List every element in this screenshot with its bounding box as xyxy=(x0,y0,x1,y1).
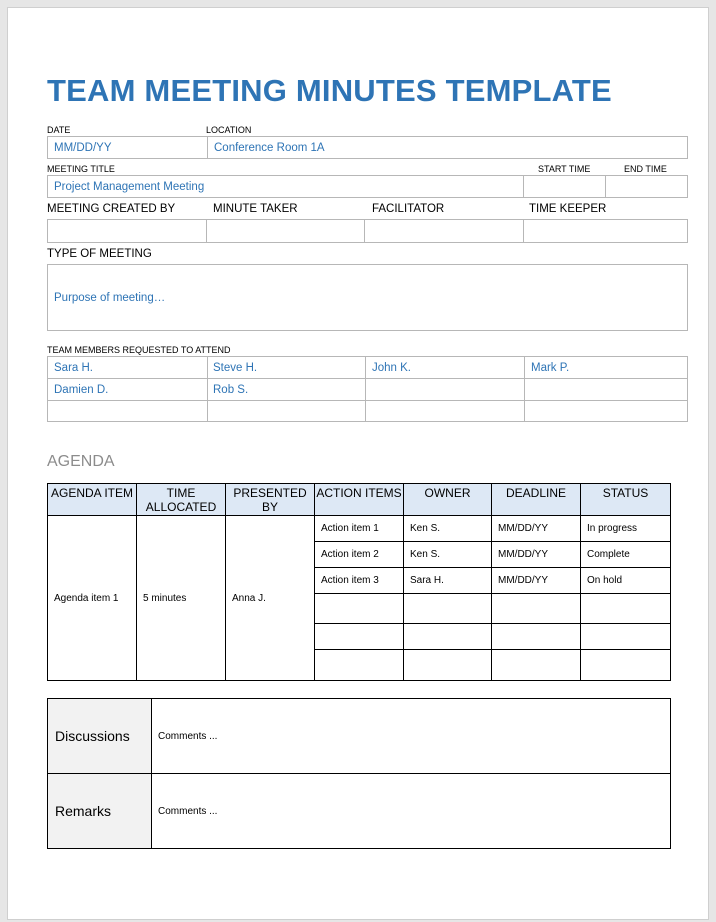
meeting-title-row xyxy=(47,175,688,198)
status-cell[interactable] xyxy=(581,650,671,681)
action-item-cell[interactable] xyxy=(315,624,404,650)
deadline-cell[interactable] xyxy=(492,624,581,650)
owner-cell[interactable] xyxy=(404,594,492,624)
deadline-cell[interactable] xyxy=(492,594,581,624)
status-header: STATUS xyxy=(581,484,671,516)
action-item-cell[interactable] xyxy=(315,594,404,624)
presented-by-cell[interactable]: Anna J. xyxy=(226,516,315,681)
action-item-cell[interactable]: Action item 1 xyxy=(315,516,404,542)
meeting-title-label: MEETING TITLE xyxy=(47,164,115,174)
owner-cell[interactable]: Ken S. xyxy=(404,516,492,542)
notes-table xyxy=(47,698,671,849)
meeting-title-field[interactable]: Project Management Meeting xyxy=(54,180,205,193)
presented-by-header: PRESENTED BY xyxy=(226,484,315,516)
status-cell[interactable] xyxy=(581,594,671,624)
member-cell[interactable]: Rob S. xyxy=(213,384,249,396)
member-cell[interactable]: Mark P. xyxy=(531,362,570,374)
table-row xyxy=(48,774,671,849)
start-time-label: START TIME xyxy=(538,164,591,174)
table-row xyxy=(48,699,671,774)
status-cell[interactable]: In progress xyxy=(581,516,671,542)
owner-cell[interactable] xyxy=(404,650,492,681)
page-title: TEAM MEETING MINUTES TEMPLATE xyxy=(47,73,612,108)
purpose-field[interactable]: Purpose of meeting… xyxy=(54,291,166,304)
discussions-field[interactable]: Comments ... xyxy=(152,699,671,774)
discussions-label: Discussions xyxy=(48,699,152,774)
agenda-item-cell[interactable]: Agenda item 1 xyxy=(48,516,137,681)
team-members-label: TEAM MEMBERS REQUESTED TO ATTEND xyxy=(47,345,231,355)
owner-cell[interactable]: Sara H. xyxy=(404,568,492,594)
member-cell[interactable]: Sara H. xyxy=(54,362,93,374)
agenda-table xyxy=(47,483,671,681)
time-allocated-cell[interactable]: 5 minutes xyxy=(137,516,226,681)
deadline-cell[interactable]: MM/DD/YY xyxy=(492,516,581,542)
time-allocated-header: TIME ALLOCATED xyxy=(137,484,226,516)
deadline-header: DEADLINE xyxy=(492,484,581,516)
remarks-label: Remarks xyxy=(48,774,152,849)
action-item-cell[interactable]: Action item 2 xyxy=(315,542,404,568)
location-label: LOCATION xyxy=(206,125,252,135)
status-cell[interactable] xyxy=(581,624,671,650)
agenda-item-header: AGENDA ITEM xyxy=(48,484,137,516)
owner-header: OWNER xyxy=(404,484,492,516)
remarks-field[interactable]: Comments ... xyxy=(152,774,671,849)
purpose-box[interactable] xyxy=(47,264,688,331)
member-cell[interactable]: Steve H. xyxy=(213,362,258,374)
date-field[interactable]: MM/DD/YY xyxy=(54,141,112,154)
minute-taker-label: MINUTE TAKER xyxy=(213,203,298,215)
table-row xyxy=(48,516,671,542)
member-cell[interactable]: John K. xyxy=(372,362,411,374)
document-page xyxy=(7,7,709,920)
end-time-label: END TIME xyxy=(624,164,667,174)
created-by-label: MEETING CREATED BY xyxy=(47,203,176,215)
action-item-cell[interactable]: Action item 3 xyxy=(315,568,404,594)
member-cell[interactable]: Damien D. xyxy=(54,384,109,396)
agenda-heading: AGENDA xyxy=(47,453,115,470)
location-field[interactable]: Conference Room 1A xyxy=(214,141,325,154)
status-cell[interactable]: Complete xyxy=(581,542,671,568)
team-members-grid xyxy=(47,356,688,422)
date-location-row xyxy=(47,136,688,159)
owner-cell[interactable] xyxy=(404,624,492,650)
agenda-header-row xyxy=(48,484,671,516)
deadline-cell[interactable]: MM/DD/YY xyxy=(492,542,581,568)
type-of-meeting-label: TYPE OF MEETING xyxy=(47,248,152,260)
date-label: DATE xyxy=(47,125,71,135)
deadline-cell[interactable] xyxy=(492,650,581,681)
owner-cell[interactable]: Ken S. xyxy=(404,542,492,568)
roles-row xyxy=(47,219,688,243)
facilitator-label: FACILITATOR xyxy=(372,203,445,215)
action-items-header: ACTION ITEMS xyxy=(315,484,404,516)
status-cell[interactable]: On hold xyxy=(581,568,671,594)
action-item-cell[interactable] xyxy=(315,650,404,681)
time-keeper-label: TIME KEEPER xyxy=(529,203,607,215)
deadline-cell[interactable]: MM/DD/YY xyxy=(492,568,581,594)
